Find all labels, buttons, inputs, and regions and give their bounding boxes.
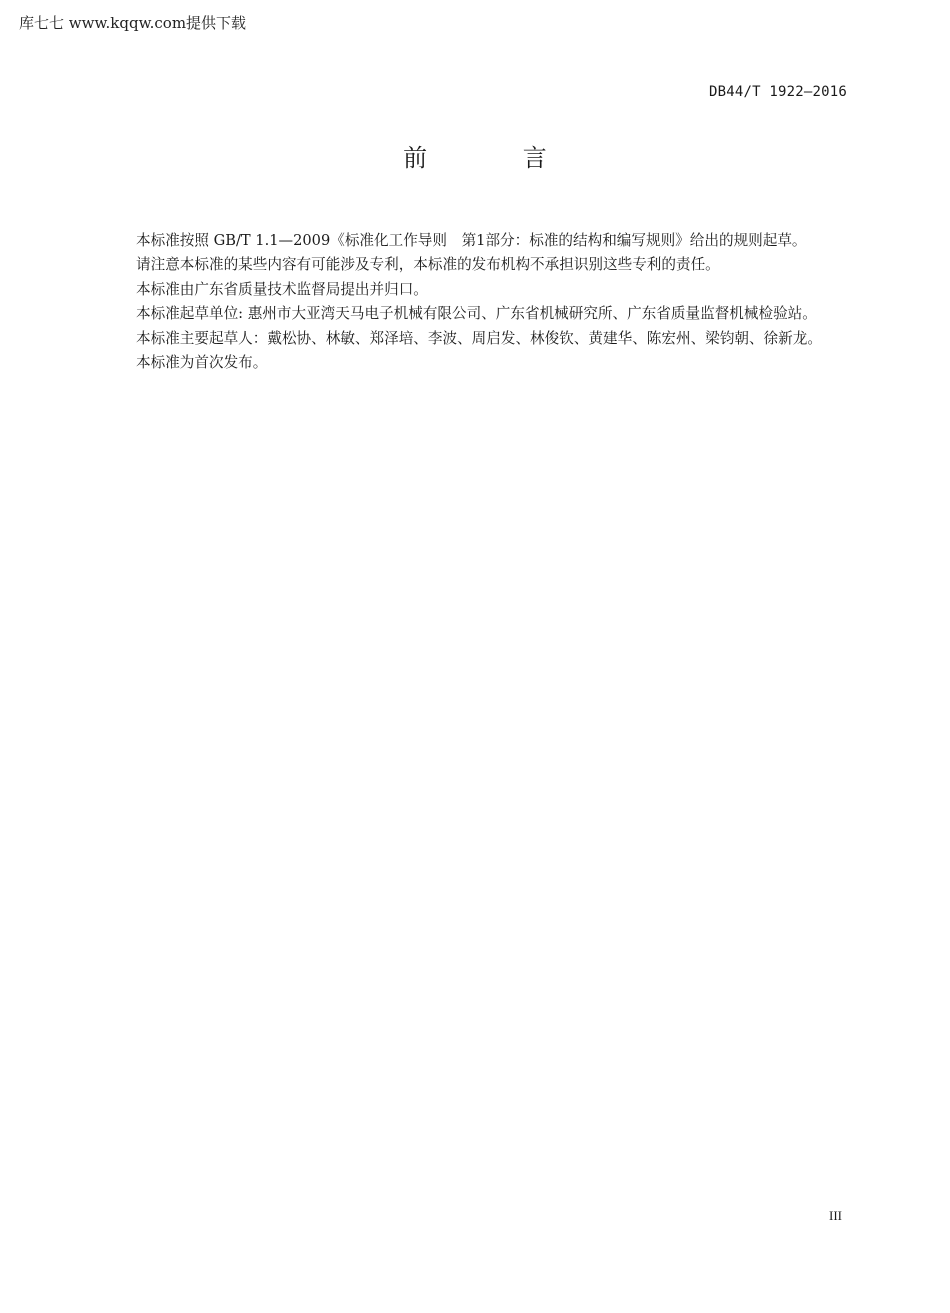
paragraph-drafting-rules: 本标准按照 GB/T 1.1—2009《标准化工作导则 第1部分：标准的结构和编写规则》给出的规则起草。 xyxy=(136,232,807,249)
paragraph-patent-notice: 请注意本标准的某些内容有可能涉及专利，本标准的发布机构不承担识别这些专利的责任。 xyxy=(136,256,720,274)
page-title: 前 言 xyxy=(403,144,591,172)
paragraph-first-release: 本标准为首次发布。 xyxy=(136,354,268,372)
paragraph-drafting-units: 本标准起草单位: 惠州市大亚湾天马电子机械有限公司、广东省机械研究所、广东省质量监督机械检验站。 xyxy=(136,305,817,323)
paragraph-proposer: 本标准由广东省质量技术监督局提出并归口。 xyxy=(136,280,428,298)
document-code: DB44/T 1922—2016 xyxy=(708,84,847,100)
page-number: III xyxy=(829,1208,842,1223)
foreword-body xyxy=(103,229,848,375)
watermark-text: 库七七 www.kqqw.com提供下载 xyxy=(19,14,247,32)
paragraph-drafters: 本标准主要起草人：戴松协、林敏、郑泽培、李波、周启发、林俊钦、黄建华、陈宏州、梁钧朝、徐新龙。 xyxy=(136,329,822,347)
